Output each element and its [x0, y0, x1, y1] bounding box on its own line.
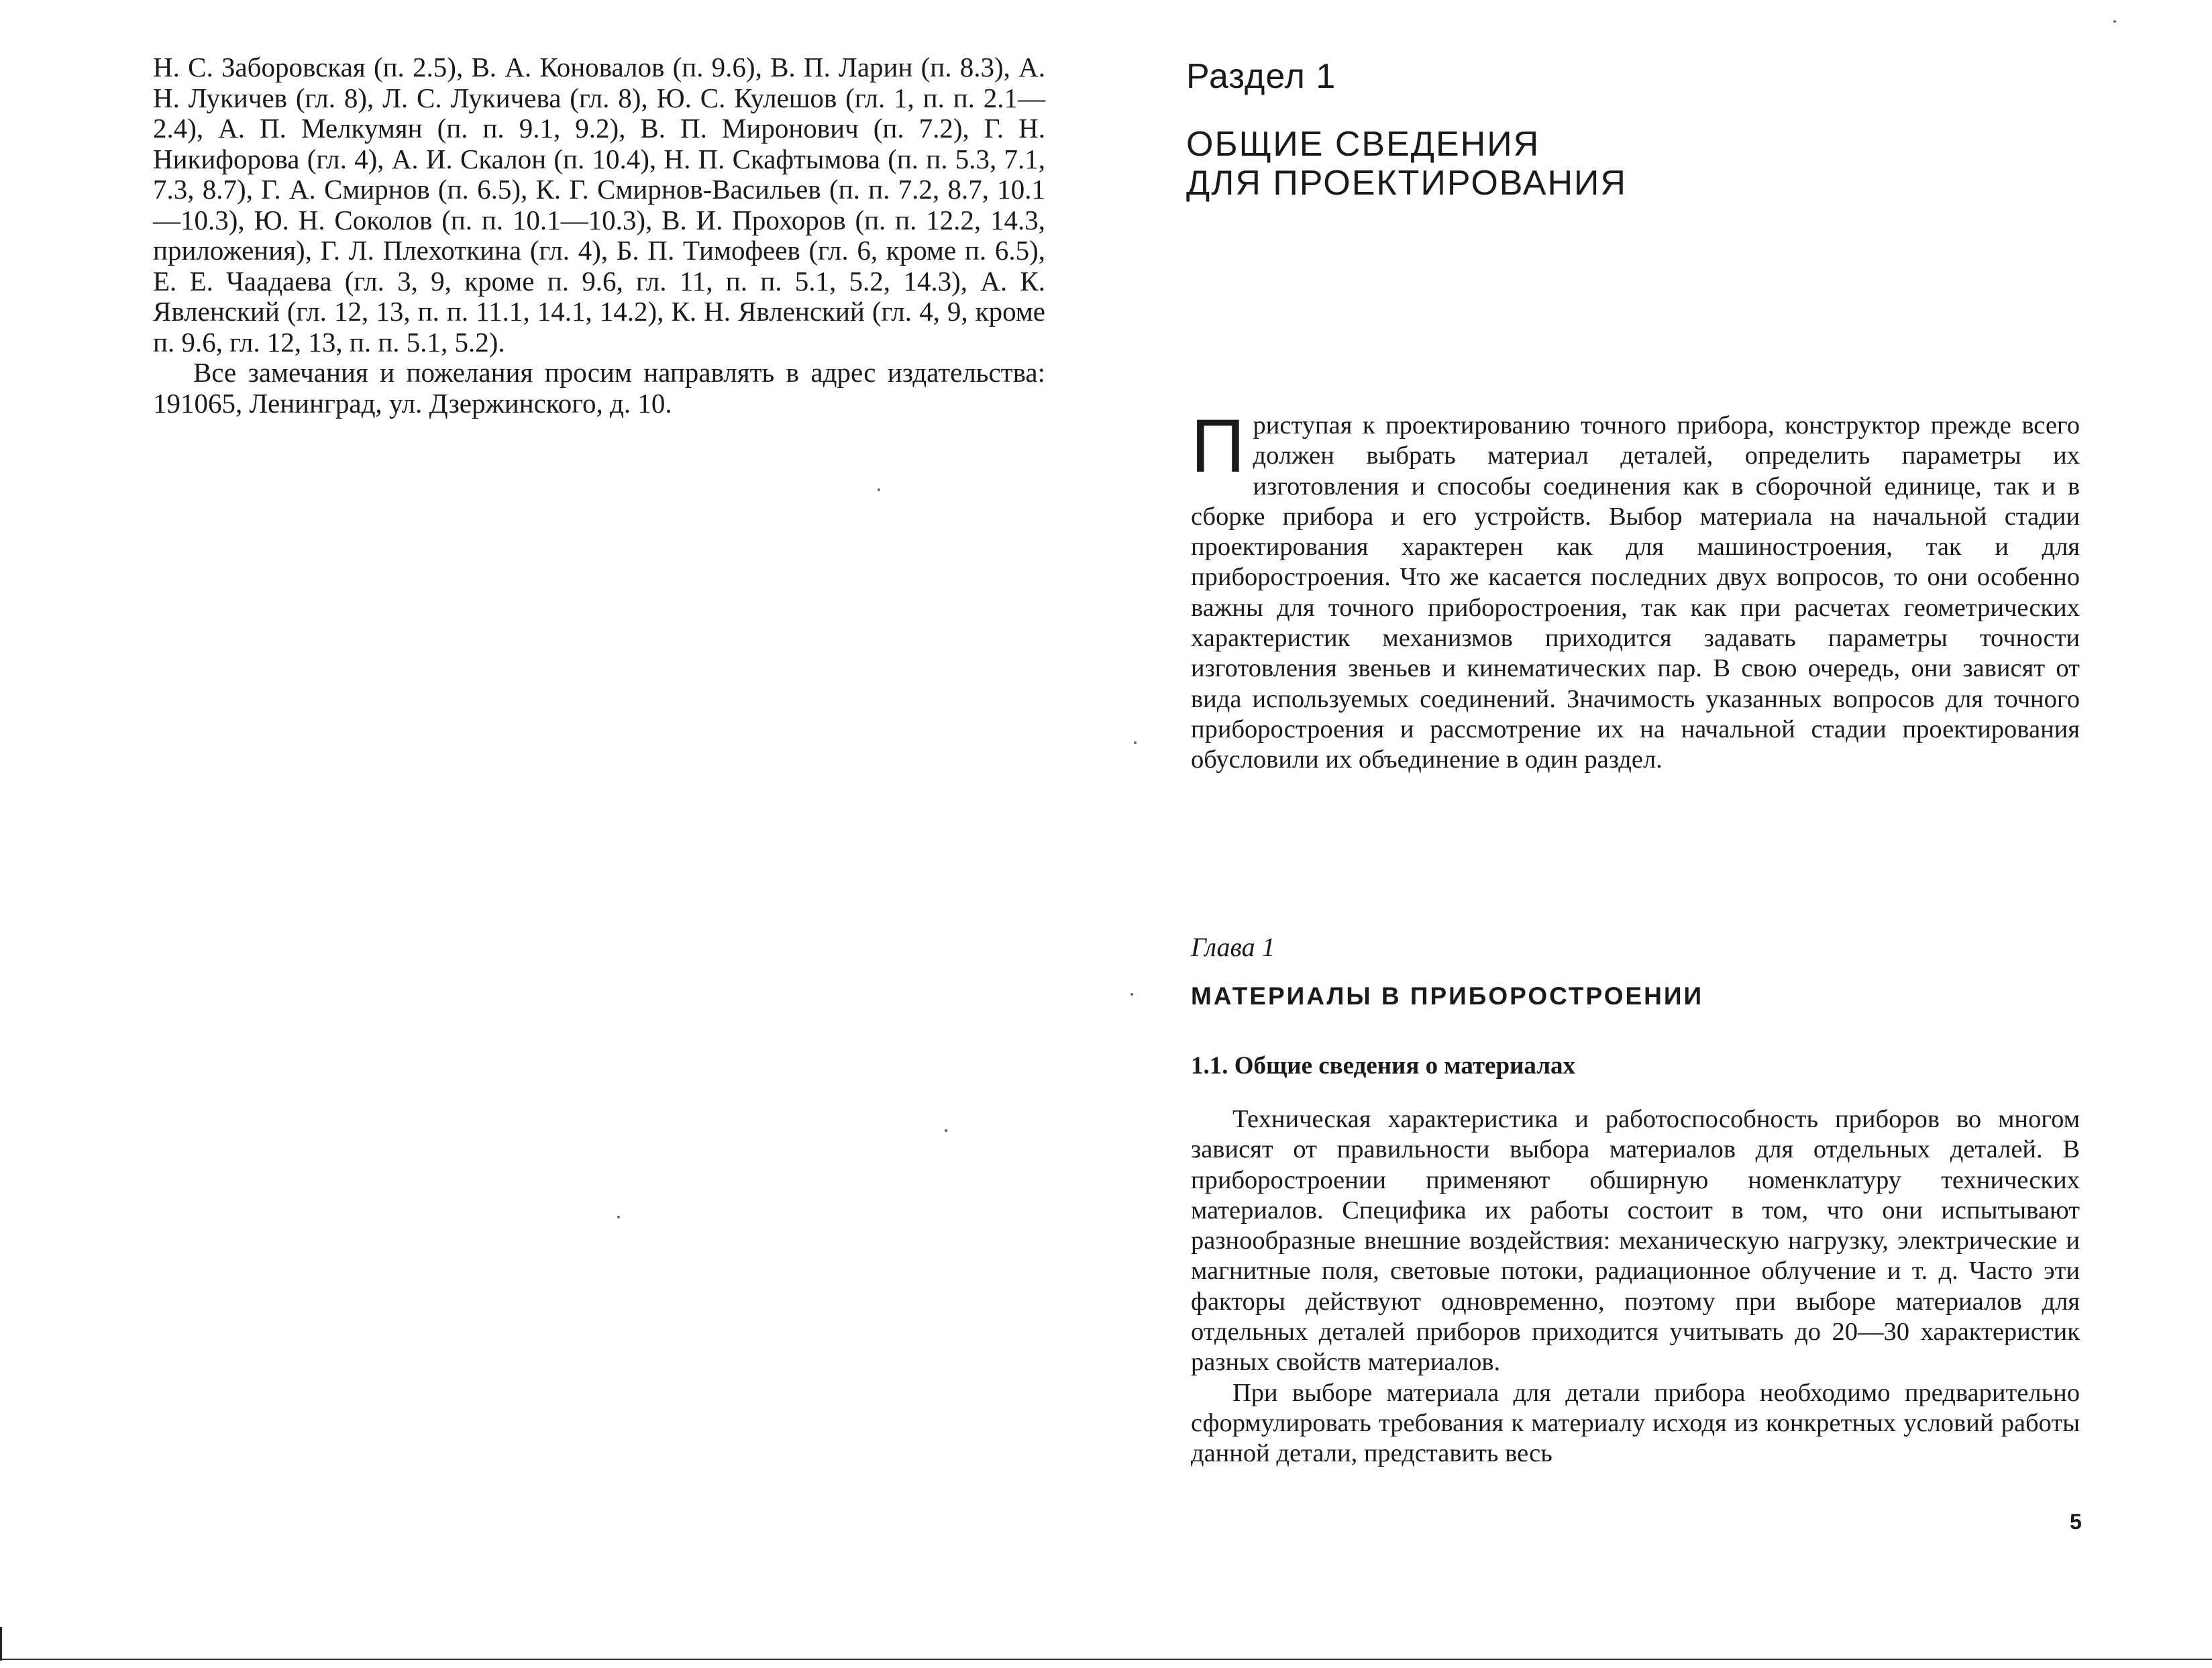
page-number: 5: [2070, 1510, 2082, 1534]
scan-speck: [945, 1129, 947, 1132]
section-title-line-2: ДЛЯ ПРОЕКТИРОВАНИЯ: [1186, 164, 1627, 203]
scan-speck: [2113, 20, 2116, 23]
body-paragraph-2: При выборе материала для детали прибора необходимо предварительно сформулировать требования к материалу исходя из конкретных условий работы данной детали, представить весь: [1191, 1378, 2080, 1468]
chapter-label: Глава 1: [1191, 932, 1275, 962]
scan-edge-bottom: [0, 1659, 2212, 1660]
section-title-line-1: ОБЩИЕ СВЕДЕНИЯ: [1186, 125, 1540, 164]
section-label: Раздел 1: [1186, 57, 1336, 96]
chapter-title: МАТЕРИАЛЫ В ПРИБОРОСТРОЕНИИ: [1191, 982, 1704, 1010]
drop-cap: П: [1191, 404, 1245, 488]
scan-speck: [878, 488, 880, 491]
scan-edge-left: [0, 1627, 2, 1661]
contributors-paragraph: Н. С. Заборовская (п. 2.5), В. А. Коновалов (п. 9.6), В. П. Ларин (п. 8.3), А. Н. Лукичев (гл. 8), Л. С. Лукичева (гл. 8), Ю. С. Кулешов (гл. 1, п. п. 2.1—2.4), А. П. Мелкумян (п. п. 9.1, 9.2), В. П. Миронович (п. 7.2), Г. Н. Никифорова (гл. 4), А. И. Скалон (п. 10.4), Н. П. Скафтымова (п. п. 5.3, 7.1, 7.3, 8.7), Г. А. Смирнов (п. 6.5), К. Г. Смирнов-Васильев (п. п. 7.2, 8.7, 10.1—10.3), Ю. Н. Соколов (п. п. 10.1—10.3), В. И. Прохоров (п. п. 12.2, 14.3, приложения), Г. Л. Плехоткина (гл. 4), Б. П. Тимофеев (гл. 6, кроме п. 6.5), Е. Е. Чаадаева (гл. 3, 9, кроме п. 9.6, гл. 11, п. п. 5.1, 5.2, 14.3), А. К. Явленский (гл. 12, 13, п. п. 11.1, 14.1, 14.2), К. Н. Явленский (гл. 4, 9, кроме п. 9.6, гл. 12, 13, п. п. 5.1, 5.2).: [153, 52, 1045, 358]
left-page-text: [153, 52, 1045, 419]
section-title: [1186, 125, 1790, 203]
publisher-address-paragraph: Все замечания и пожелания просим направлять в адрес издательства: 191065, Ленинград, ул. Дзержинского, д. 10.: [153, 357, 1045, 419]
section-intro: [1191, 404, 2080, 776]
subsection-title: 1.1. Общие сведения о материалах: [1191, 1052, 1575, 1080]
scan-speck: [617, 1216, 620, 1218]
body-paragraph-1: Техническая характеристика и работоспособность приборов во многом зависят от правильности выбора материалов для отдельных деталей. В приборостроении применяют обширную номенклатуру технических материалов. Специфика их работы состоит в том, что они испытывают разнообразные внешние воздействия: механическую нагрузку, электрические и магнитные поля, световые потоки, радиационное облучение и т. д. Часто эти факторы действуют одновременно, поэтому при выборе материалов для отдельных деталей приборов приходится учитывать до 20—30 характеристик разных свойств материалов.: [1191, 1105, 2080, 1377]
scan-speck: [1134, 741, 1137, 744]
intro-paragraph: риступая к проектированию точного прибора, конструктор прежде всего должен выбрать материал деталей, определить параметры их изготовления и способы соединения как в сборочной единице, так и в сборке прибора и его устройств. Выбор материала на начальной стадии проектирования характерен как для машиностроения, так и для приборостроения. Что же касается последних двух вопросов, то они особенно важны для точного приборостроения, так как при расчетах геометрических характеристик механизмов приходится задавать параметры точности изготовления звеньев и кинематических пар. В свою очередь, они зависят от вида используемых соединений. Значимость указанных вопросов для точного приборостроения и рассмотрение их на начальной стадии проектирования обусловили их объединение в один раздел.: [1191, 411, 2080, 774]
chapter-body: [1191, 1104, 2080, 1469]
scan-speck: [1130, 993, 1133, 996]
